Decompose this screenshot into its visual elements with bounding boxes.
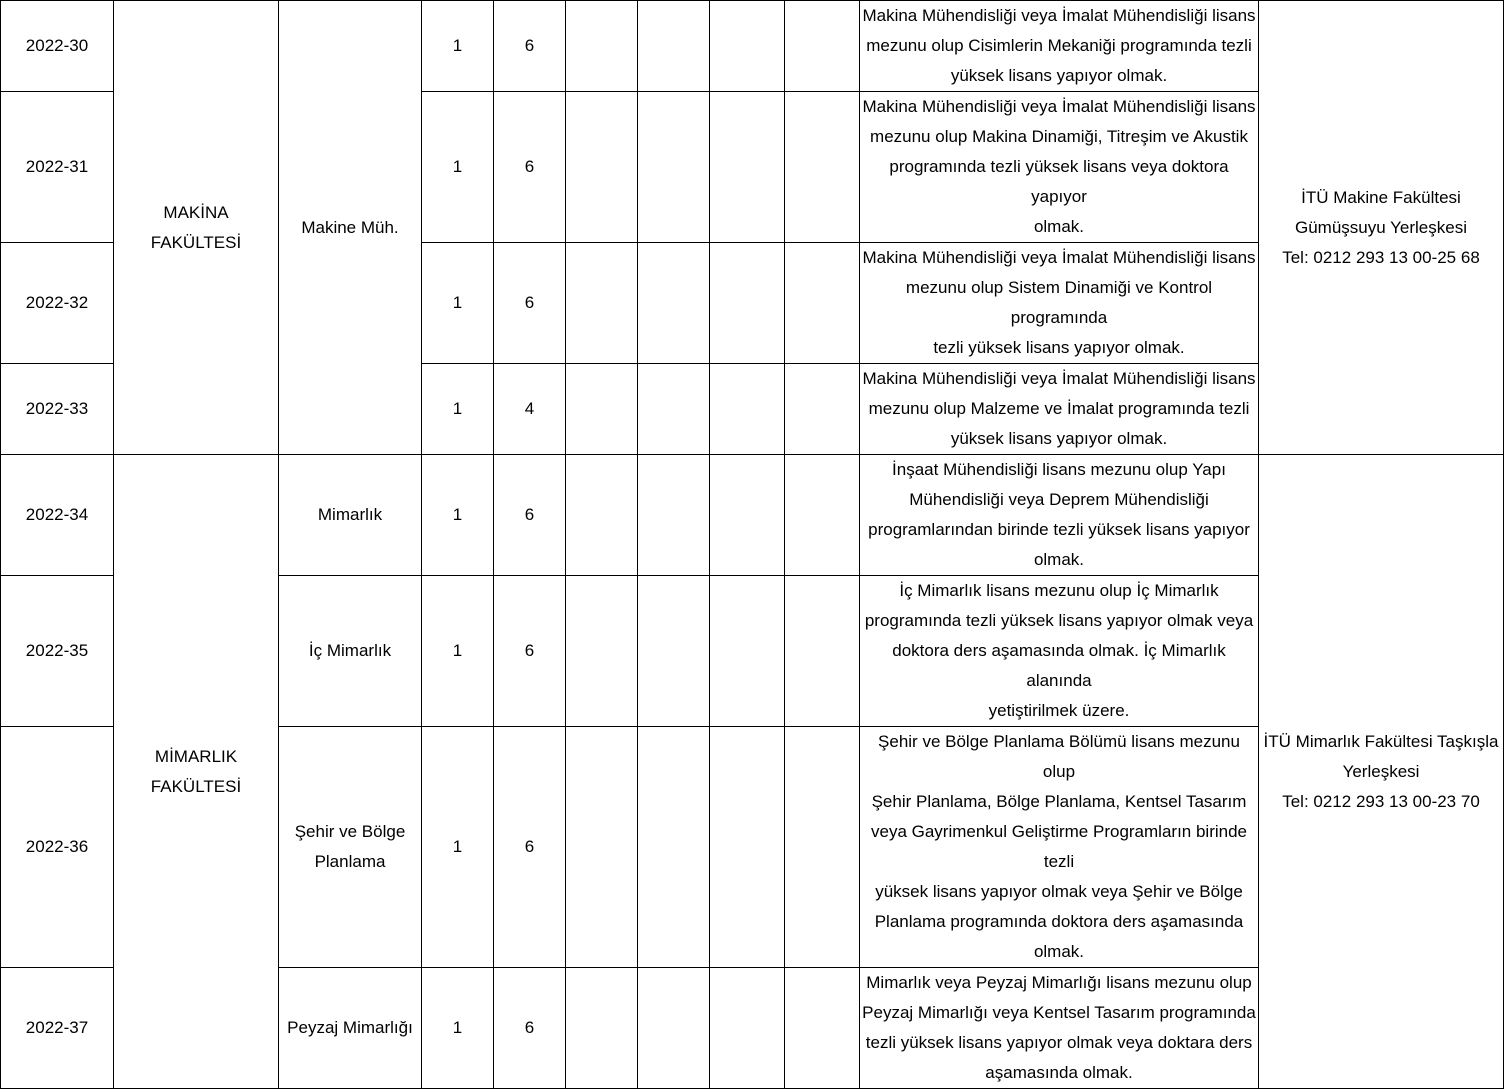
position-count: 1 [422,1,494,92]
empty-cell [710,727,785,968]
empty-cell [566,243,638,364]
position-count: 1 [422,576,494,727]
position-count: 1 [422,92,494,243]
condition-cell: İnşaat Mühendisliği lisans mezunu olup Yapı Mühendisliği veya Deprem Mühendisliği programlarından birinde tezli yüksek lisans yapıyor olmak. [860,455,1259,576]
position-code: 2022-37 [1,968,114,1089]
table-row [1,1,1504,92]
condition-cell: Mimarlık veya Peyzaj Mimarlığı lisans mezunu olup Peyzaj Mimarlığı veya Kentsel Tasarım programında tezli yüksek lisans yapıyor olmak veya doktara ders aşamasında olmak. [860,968,1259,1089]
empty-cell [566,968,638,1089]
empty-cell [566,92,638,243]
empty-cell [710,364,785,455]
empty-cell [638,968,710,1089]
department-cell: İç Mimarlık [279,576,422,727]
empty-cell [638,243,710,364]
position-ects: 6 [494,576,566,727]
position-code: 2022-30 [1,1,114,92]
department-cell: Şehir ve Bölge Planlama [279,727,422,968]
position-count: 1 [422,455,494,576]
position-ects: 6 [494,92,566,243]
empty-cell [785,92,860,243]
empty-cell [710,243,785,364]
empty-cell [566,1,638,92]
condition-cell: Makina Mühendisliği veya İmalat Mühendisliği lisans mezunu olup Makina Dinamiği, Titreşim ve Akustik programında tezli yüksek lisans veya doktora yapıyor olmak. [860,92,1259,243]
position-ects: 6 [494,727,566,968]
position-ects: 4 [494,364,566,455]
empty-cell [785,364,860,455]
position-ects: 6 [494,243,566,364]
contact-cell: İTÜ Mimarlık Fakültesi Taşkışla Yerleşkesi Tel: 0212 293 13 00-23 70 [1259,455,1504,1089]
empty-cell [785,455,860,576]
empty-cell [638,576,710,727]
empty-cell [638,1,710,92]
empty-cell [710,576,785,727]
empty-cell [566,576,638,727]
empty-cell [638,364,710,455]
table-row [1,455,1504,576]
empty-cell [710,968,785,1089]
empty-cell [638,92,710,243]
faculty-cell: MAKİNA FAKÜLTESİ [114,1,279,455]
empty-cell [710,455,785,576]
empty-cell [785,968,860,1089]
position-ects: 6 [494,1,566,92]
position-code: 2022-32 [1,243,114,364]
position-ects: 6 [494,455,566,576]
empty-cell [566,364,638,455]
empty-cell [785,1,860,92]
position-code: 2022-35 [1,576,114,727]
position-code: 2022-33 [1,364,114,455]
empty-cell [785,243,860,364]
empty-cell [710,92,785,243]
position-code: 2022-31 [1,92,114,243]
department-cell: Mimarlık [279,455,422,576]
empty-cell [785,727,860,968]
position-count: 1 [422,364,494,455]
position-ects: 6 [494,968,566,1089]
position-count: 1 [422,968,494,1089]
empty-cell [638,455,710,576]
department-cell: Makine Müh. [279,1,422,455]
empty-cell [785,576,860,727]
empty-cell [566,455,638,576]
position-code: 2022-36 [1,727,114,968]
position-count: 1 [422,727,494,968]
condition-cell: Şehir ve Bölge Planlama Bölümü lisans mezunu olup Şehir Planlama, Bölge Planlama, Kentsel Tasarım veya Gayrimenkul Geliştirme Programların birinde tezli yüksek lisans yapıyor olmak veya Şehir ve Bölge Planlama programında doktora ders aşamasında olmak. [860,727,1259,968]
condition-cell: Makina Mühendisliği veya İmalat Mühendisliği lisans mezunu olup Cisimlerin Mekaniği programında tezli yüksek lisans yapıyor olmak. [860,1,1259,92]
contact-cell: İTÜ Makine Fakültesi Gümüşsuyu Yerleşkesi Tel: 0212 293 13 00-25 68 [1259,1,1504,455]
empty-cell [710,1,785,92]
empty-cell [566,727,638,968]
empty-cell [638,727,710,968]
department-cell: Peyzaj Mimarlığı [279,968,422,1089]
faculty-cell: MİMARLIK FAKÜLTESİ [114,455,279,1089]
condition-cell: İç Mimarlık lisans mezunu olup İç Mimarlık programında tezli yüksek lisans yapıyor olmak veya doktora ders aşamasında olmak. İç Mimarlık alanında yetiştirilmek üzere. [860,576,1259,727]
position-code: 2022-34 [1,455,114,576]
position-count: 1 [422,243,494,364]
condition-cell: Makina Mühendisliği veya İmalat Mühendisliği lisans mezunu olup Sistem Dinamiği ve Kontrol programında tezli yüksek lisans yapıyor olmak. [860,243,1259,364]
condition-cell: Makina Mühendisliği veya İmalat Mühendisliği lisans mezunu olup Malzeme ve İmalat programında tezli yüksek lisans yapıyor olmak. [860,364,1259,455]
